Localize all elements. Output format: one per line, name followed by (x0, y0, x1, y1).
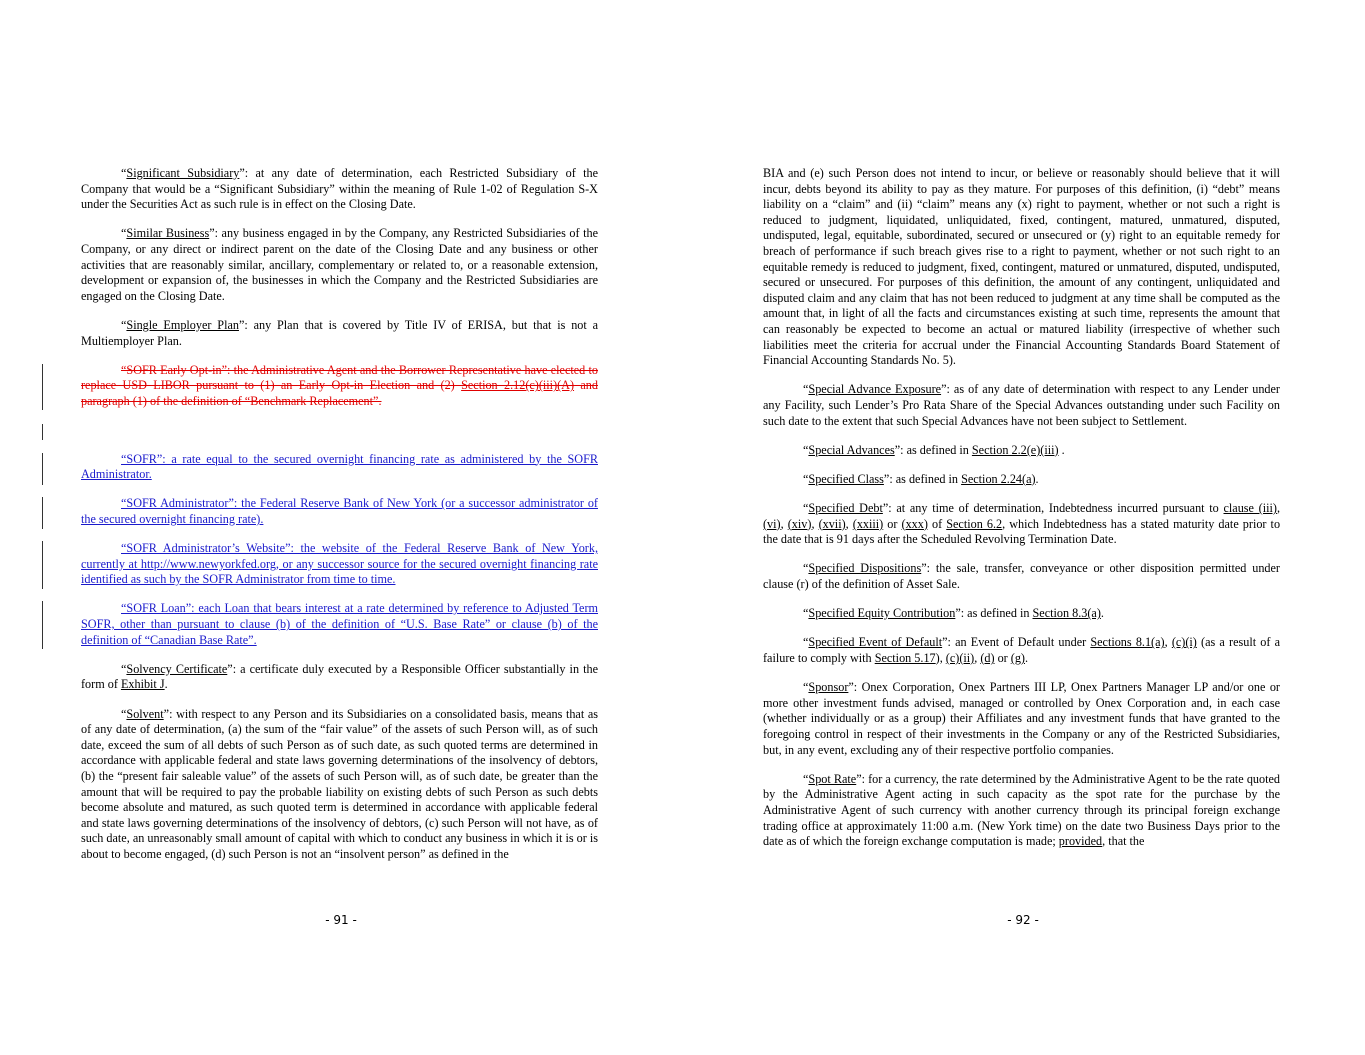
definition-specified-event-of-default (763, 635, 1280, 666)
definition-solvent-continued: BIA and (e) such Person does not intend to incur, or believe or reasonably should believe that it will incur, debts beyond its ability to pay as they mature. For purposes of this definition, (i) “debt” means liability on a “claim” and (ii) “claim” means any (x) right to payment, whether or not such a right is reduced to judgment, liquidated, unliquidated, fixed, contingent, matured, unmatured, disputed, undisputed, legal, equitable, subordinated, secured or unsecured or (y) right to an equitable remedy for breach of performance if such breach gives rise to a right to payment, whether or not such right to an equitable remedy is reduced to judgment, fixed, contingent, matured or unmatured, disputed, undisputed, secured or unsecured. For purposes of this definition, the amount of any contingent, unliquidated and disputed claim and any claim that has not been reduced to judgment at any time shall be computed as the amount that, in light of all the facts and circumstances existing at such time, represents the amount that can reasonably be expected to become an actual or matured liability (irrespective of whether such liabilities meet the criteria for accrual under the Financial Accounting Standards Board Statement of Financial Accounting Standards No. 5). (763, 166, 1280, 368)
quote-mark: “ (803, 635, 809, 650)
defined-term: Specified Dispositions (808, 561, 922, 576)
change-bar (42, 424, 43, 440)
definition-significant-subsidiary (81, 166, 598, 213)
separator: ), (935, 651, 946, 665)
change-bar (42, 497, 43, 529)
separator: or (994, 651, 1011, 665)
separator: , (811, 516, 819, 531)
definition-similar-business (81, 226, 598, 304)
defined-term: Specified Debt (808, 501, 883, 516)
definition-text: , that the (1102, 834, 1145, 849)
definition-specified-debt (763, 501, 1280, 548)
definition-text: ”: an Event of Default under (942, 635, 1091, 650)
definition-text: ”: at any time of determination, Indebtedness incurred pursuant to (882, 501, 1224, 516)
clause-reference: (vi) (763, 516, 781, 531)
clause-reference: (c)(ii) (945, 651, 975, 665)
clause-reference: (xvii) (818, 516, 846, 531)
defined-term: Solvent (126, 706, 164, 721)
separator: of (927, 516, 947, 531)
defined-term: Sponsor (808, 680, 849, 695)
clause-reference: (xxx) (901, 516, 928, 531)
quote-mark: “ (803, 561, 809, 576)
change-bar (42, 364, 43, 410)
definition-special-advances (763, 443, 1280, 459)
clause-reference: clause (iii) (1223, 501, 1277, 516)
quote-mark: “ (121, 166, 127, 180)
section-reference: Section 6.2 (946, 516, 1003, 531)
defined-term: Significant Subsidiary (126, 166, 240, 180)
quote-mark: “ (121, 706, 127, 721)
definition-spot-rate (763, 772, 1280, 850)
document-page-92 (682, 0, 1364, 1055)
section-reference: Section 5.17 (874, 651, 936, 665)
defined-term: Specified Equity Contribution (808, 606, 956, 621)
quote-mark: “ (803, 771, 809, 786)
inserted-definition-sofr-administrator-website: “SOFR Administrator’s Website”: the website of the Federal Reserve Bank of New York, currently at http://www.newyorkfed.org, or any successor source for the secured overnight financing rate identified as such by the SOFR Administrator from time to time. (81, 541, 598, 587)
definition-text: ”: as defined in (883, 471, 962, 486)
definition-solvency-certificate (81, 662, 598, 693)
punctuation: . (1100, 606, 1104, 621)
punctuation: . (1058, 442, 1065, 457)
definition-text: ”: for a currency, the rate determined by the Administrative Agent to be the rate quoted by the Administrative Agent acting in such capacity as the spot rate for the purchase by the Administrative Agent of such currency with another currency through its principal foreign exchange trading office at approximately 11:00 a.m. (New York time) on the date two Business Days prior to the date as of which the foreign exchange computation is made; (763, 771, 1280, 849)
separator: , (1164, 635, 1172, 650)
separator: , (974, 651, 981, 665)
definition-sponsor (763, 680, 1280, 758)
change-bar (42, 453, 43, 485)
definition-single-employer-plan (81, 318, 598, 349)
quote-mark: “ (121, 317, 127, 332)
section-reference: Section 2.2(e)(iii) (971, 442, 1059, 457)
separator: (as a result of a failure to comply with (763, 635, 1281, 665)
deleted-definition-sofr-early-opt-in (81, 363, 598, 410)
deleted-text: “SOFR Early Opt-in”: the Administrative Agent and the Borrower Representative have elected to replace USD LIBOR pursuant to (1) an Early Opt-in Election and (2) (81, 362, 598, 393)
definition-text: ”: any Plan that is covered by Title IV of ERISA, but that is not a Multiemployer Plan. (81, 317, 599, 348)
punctuation: . (1035, 471, 1039, 486)
defined-term: Special Advance Exposure (808, 382, 942, 397)
section-reference: Section 2.12(c)(iii)(A) (461, 378, 575, 393)
defined-term: Solvency Certificate (126, 661, 228, 676)
definition-text: ”: as defined in (955, 606, 1033, 621)
separator: , (1276, 501, 1280, 516)
quote-mark: “ (803, 606, 809, 621)
defined-term: Special Advances (808, 442, 895, 457)
definition-specified-equity-contribution (763, 606, 1280, 622)
definition-text: ”: any business engaged in by the Company, any Restricted Subsidiaries of the Company, or any direct or indirect parent on the date of the Closing Date and any business or other activities that are reasonably similar, ancillary, complementary or related to, or a reasonable extension, development or expansion of, the businesses in which the Company and the Restricted Subsidiaries are engaged on the Closing Date. (81, 226, 598, 303)
definition-special-advance-exposure (763, 382, 1280, 429)
page-body (763, 166, 1280, 863)
punctuation: . (1025, 651, 1029, 665)
quote-mark: “ (803, 501, 809, 516)
punctuation: . (164, 677, 168, 692)
defined-term: Specified Event of Default (808, 635, 943, 650)
blank-gap (81, 439, 598, 452)
clause-reference: (xxiii) (852, 516, 884, 531)
defined-term: Similar Business (126, 226, 210, 241)
definition-solvent (81, 707, 598, 863)
definition-specified-class (763, 472, 1280, 488)
inserted-definition-sofr-loan: “SOFR Loan”: each Loan that bears interest at a rate determined by reference to Adjusted Term SOFR, other than pursuant to clause (b) of the definition of “U.S. Base Rate” or clause (b) of the definition of “Canadian Base Rate”. (81, 601, 598, 647)
clause-reference: (d) (980, 651, 995, 665)
quote-mark: “ (121, 226, 127, 241)
deleted-text: and paragraph (1) of the definition of “Benchmark Replacement”. (81, 378, 598, 408)
change-bar (42, 601, 43, 649)
section-reference: Section 2.24(a) (961, 471, 1036, 486)
clause-reference: (c)(i) (1171, 635, 1197, 650)
definition-text: ”: as defined in (894, 442, 972, 457)
inserted-definition-sofr-administrator: “SOFR Administrator”: the Federal Reserve Bank of New York (or a successor administrator of the secured overnight financing rate). (81, 496, 598, 526)
page-body (81, 166, 598, 876)
quote-mark: “ (803, 382, 809, 397)
definition-text: , which Indebtedness has a stated maturity date prior to the date that is 91 days after the Scheduled Revolving Termination Date. (763, 516, 1281, 547)
proviso-term: provided (1058, 834, 1103, 849)
page-number: - 91 - (325, 913, 357, 927)
separator: , (845, 516, 853, 531)
separator: , (780, 516, 788, 531)
change-bar (42, 541, 43, 589)
definition-text: ”: as of any date of determination with respect to any Lender under any Facility, such Lender’s Pro Rata Share of the Special Advances outstanding under such Facility on such date to the extent that such Special Advances have not been subject to Settlement. (763, 382, 1280, 428)
quote-mark: “ (803, 680, 809, 695)
definition-text: ”: the sale, transfer, conveyance or other disposition permitted under clause (r) of the definition of Asset Sale. (763, 561, 1280, 592)
definition-text: ”: a certificate duly executed by a Responsible Officer substantially in the form of (81, 661, 598, 692)
defined-term: Single Employer Plan (126, 317, 239, 332)
quote-mark: “ (121, 661, 127, 676)
definition-text: ”: at any date of determination, each Restricted Subsidiary of the Company that would be a “Significant Subsidiary” within the meaning of Rule 1-02 of Regulation S-X under the Securities Act as such rule is in effect on the Closing Date. (81, 166, 598, 212)
definition-text: ”: with respect to any Person and its Subsidiaries on a consolidated basis, means that as of any date of determination, (a) the sum of the “fair value” of the assets of such Person will, as of such date, exceed the sum of all debts of such Person as of such date, as such quoted terms are determined in accordance with applicable federal and state laws governing determinations of the insolvency of debtors, (b) the “present fair saleable value” of the assets of such Person will, as of such date, be greater than the amount that will be required to pay the probable liability on existing debts of such Person as such debts become absolute and matured, as such quoted term is determined in accordance with applicable federal and state laws governing determinations of the insolvency of debtors, (c) such Person will not have, as of such date, an unreasonably small amount of capital with which to conduct any business in which it is or is about to become engaged, (d) such Person is not an “insolvent person” as defined in the (81, 706, 598, 861)
section-reference: Sections 8.1(a) (1090, 635, 1165, 650)
page-number: - 92 - (1007, 913, 1039, 927)
exhibit-reference: Exhibit J (120, 677, 165, 692)
section-reference: Section 8.3(a) (1032, 606, 1101, 621)
defined-term: Spot Rate (808, 771, 857, 786)
blank-gap (81, 410, 598, 439)
separator: or (883, 516, 902, 531)
definition-specified-dispositions (763, 561, 1280, 592)
clause-reference: (xiv) (787, 516, 812, 531)
document-page-91 (0, 0, 682, 1055)
definition-text: ”: Onex Corporation, Onex Partners III LP, Onex Partners Manager LP and/or one or more other investment funds advised, managed or controlled by Onex Corporation and, in each case (whether individually or as a group) their Affiliates and any investment funds that have granted to the foregoing control in respect of their investments in the Company or any of the Restricted Subsidiaries, but, in any event, excluding any of their respective portfolio companies. (763, 680, 1280, 757)
inserted-definition-sofr: “SOFR”: a rate equal to the secured overnight financing rate as administered by the SOFR Administrator. (81, 451, 598, 482)
quote-mark: “ (803, 471, 809, 486)
defined-term: Specified Class (808, 471, 884, 486)
quote-mark: “ (803, 442, 809, 457)
clause-reference: (g) (1010, 651, 1025, 665)
